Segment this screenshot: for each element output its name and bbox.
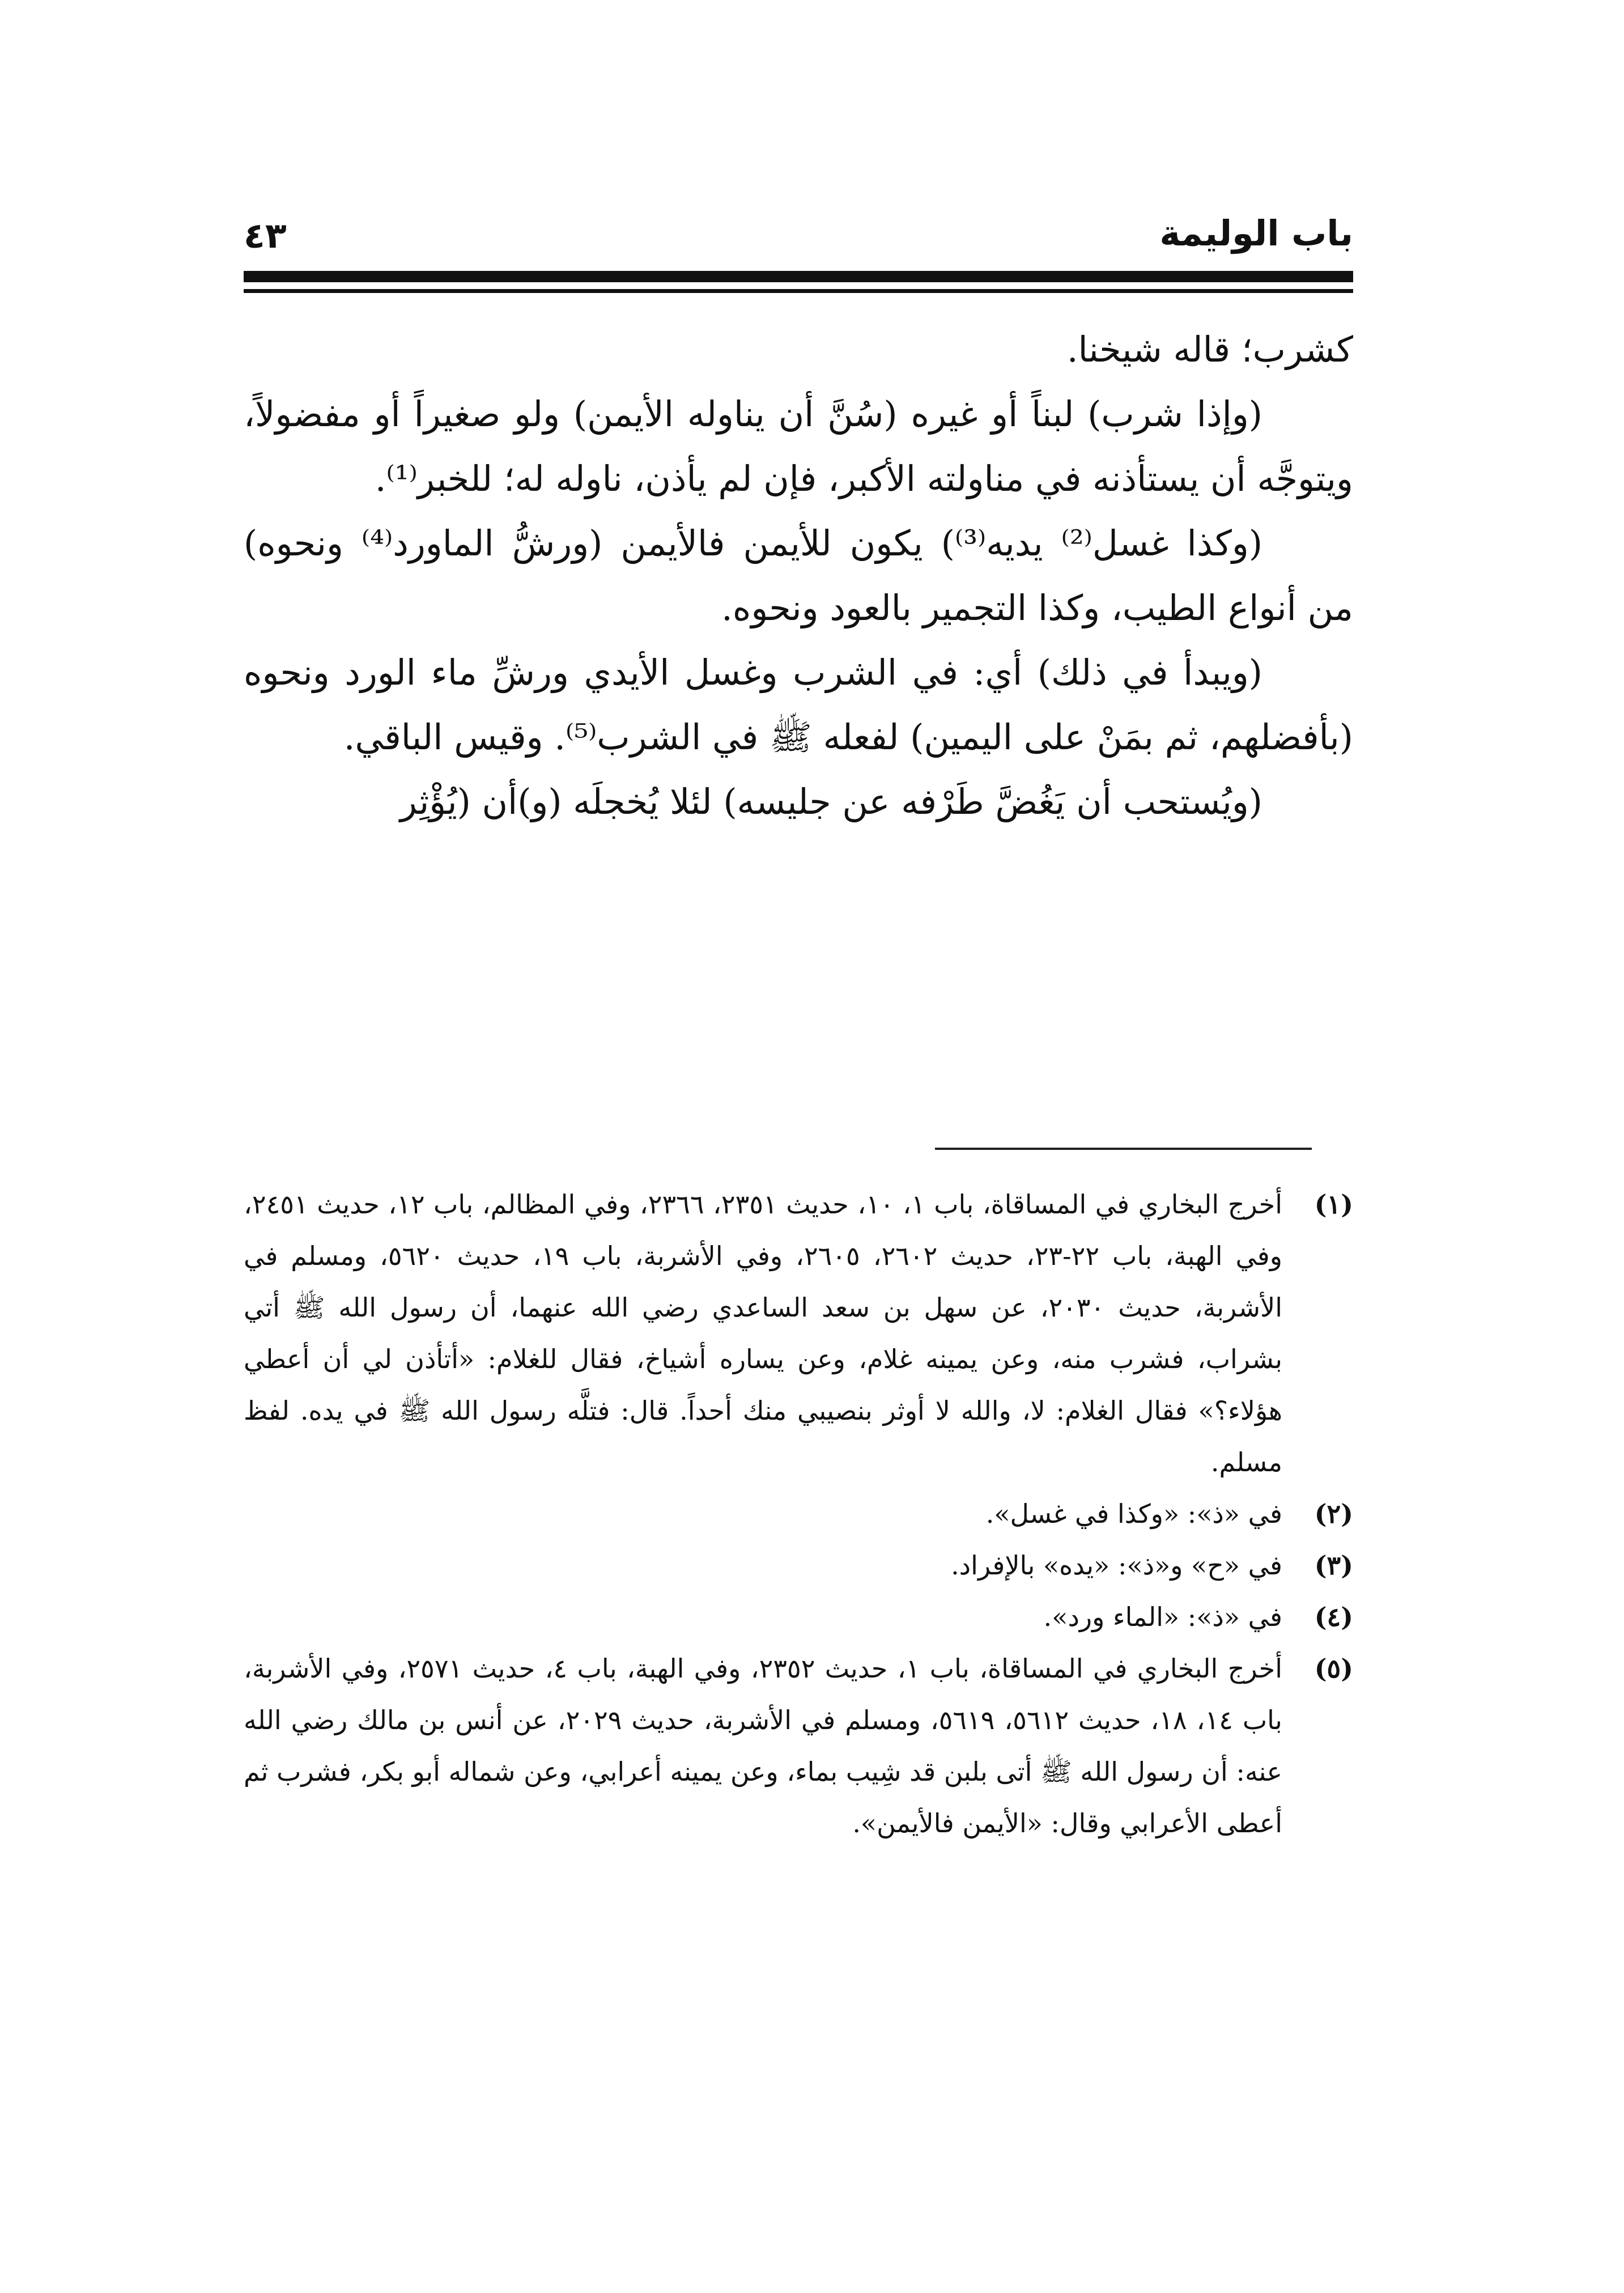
footnote-number: (٥) bbox=[1314, 1653, 1353, 1684]
paragraph: (ويبدأ في ذلك) أي: في الشرب وغسل الأيدي ورشِّ ماء الورد ونحوه (بأفضلهم، ثم بمَنْ على اليمين) لفعله ﷺ في الشرب⁽⁵⁾. وقيس الباقي. bbox=[244, 652, 1353, 758]
footnote-number: (٤) bbox=[1314, 1602, 1353, 1632]
footnote-separator bbox=[935, 1148, 1312, 1150]
footnote bbox=[244, 1179, 1353, 1488]
footnote-text: في «ذ»: «وكذا في غسل». bbox=[985, 1498, 1282, 1529]
footnote-text: أخرج البخاري في المساقاة، باب ١، ١٠، حديث ٢٣٥١، ٢٣٦٦، وفي المظالم، باب ١٢، حديث ٢٤٥١، وفي الهبة، باب ٢٢-٢٣، حديث ٢٦٠٢، ٢٦٠٥، وفي الأشربة، باب ١٩، حديث ٥٦٢٠، ومسلم في الأشربة، حديث ٢٠٣٠، عن سهل بن سعد الساعدي رضي الله عنهما، أن رسول الله ﷺ أتي بشراب، فشرب منه، وعن يمينه غلام، وعن يساره أشياخ، فقال للغلام: «أتأذن لي أن أعطي هؤلاء؟» فقال الغلام: لا، والله لا أوثر بنصيبي منك أحداً. قال: فتلَّه رسول الله ﷺ في يده. لفظ مسلم. bbox=[244, 1189, 1282, 1477]
paragraph: (وكذا غسل⁽²⁾ يديه⁽³⁾) يكون للأيمن فالأيمن (ورشُّ الماورد⁽⁴⁾ ونحوه) من أنواع الطيب، وكذا التجمير بالعود ونحوه. bbox=[244, 523, 1353, 629]
running-title: باب الوليمة bbox=[1159, 213, 1353, 254]
footnote bbox=[244, 1643, 1353, 1849]
header-rule-thin bbox=[244, 289, 1353, 293]
paragraph: (وإذا شرب) لبناً أو غيره (سُنَّ أن يناوله الأيمن) ولو صغيراً أو مفضولاً، ويتوجَّه أن يستأذنه في مناولته الأكبر، فإن لم يأذن، ناوله له؛ للخبر⁽¹⁾. bbox=[244, 393, 1353, 499]
paragraph: (ويُستحب أن يَغُضَّ طَرْفه عن جليسه) لئلا يُخجلَه (و)أن (يُؤْثِر bbox=[399, 781, 1262, 822]
header-rule-thick bbox=[244, 271, 1353, 282]
main-text bbox=[244, 317, 1353, 834]
footnote bbox=[244, 1540, 1353, 1591]
footnote-text: أخرج البخاري في المساقاة، باب ١، حديث ٢٣٥٢، وفي الهبة، باب ٤، حديث ٢٥٧١، وفي الأشربة، باب ١٤، ١٨، حديث ٥٦١٢، ٥٦١٩، ومسلم في الأشربة، حديث ٢٠٢٩، عن أنس بن مالك رضي الله عنه: أن رسول الله ﷺ أتى بلبن قد شِيب بماء، وعن يمينه أعرابي، وعن شماله أبو بكر، فشرب ثم أعطى الأعرابي وقال: «الأيمن فالأيمن». bbox=[244, 1653, 1282, 1838]
footnote-number: (٣) bbox=[1314, 1550, 1353, 1581]
footnote-text: في «ذ»: «الماء ورد». bbox=[1043, 1602, 1282, 1632]
page-header bbox=[244, 213, 1353, 264]
footnote-number: (٢) bbox=[1314, 1498, 1353, 1529]
footnote bbox=[244, 1591, 1353, 1643]
page-number: ٤٣ bbox=[244, 215, 287, 256]
footnote-text: في «ح» و«ذ»: «يده» بالإفراد. bbox=[951, 1550, 1282, 1581]
footnote bbox=[244, 1488, 1353, 1540]
footnotes bbox=[244, 1179, 1353, 1849]
paragraph: كشرب؛ قاله شيخنا. bbox=[1066, 329, 1353, 370]
footnote-number: (١) bbox=[1314, 1189, 1353, 1220]
